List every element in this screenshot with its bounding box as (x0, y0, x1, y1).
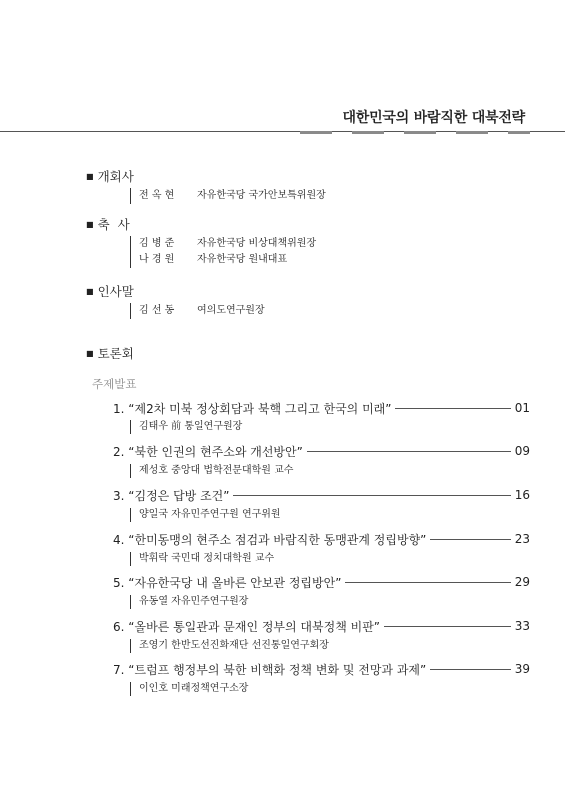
toc-leader-line (384, 626, 511, 627)
toc-item-title: 6. “올바른 통일관과 문재인 정부의 대북정책 비판” (113, 619, 381, 634)
toc-item-title: 5. “자유한국당 내 올바른 안보관 정립방안” (113, 575, 342, 590)
toc-item-presenter: 유동열 자유민주연구원장 (130, 595, 248, 609)
toc-item-title: 3. “김정은 답방 조건” (113, 488, 230, 503)
toc-item-presenter: 박휘락 국민대 정치대학원 교수 (130, 552, 274, 566)
toc-item[interactable] (113, 573, 530, 591)
opening-speaker (130, 188, 326, 204)
square-bullet-icon: ■ (86, 287, 94, 296)
toc-item[interactable] (113, 617, 530, 635)
header-accent-bars (0, 131, 565, 134)
section-opening: ■ 개회사 (86, 169, 134, 184)
toc-item-presenter: 조영기 한반도선진화재단 선진통일연구회장 (130, 639, 329, 653)
section-congrats: ■ 축 사 (86, 217, 130, 232)
person-role: 자유한국당 국가안보특위원장 (197, 190, 326, 201)
person-role: 자유한국당 비상대책위원장 (197, 238, 317, 249)
topics-subhead: 주제발표 (92, 377, 137, 391)
congrats-speakers (130, 236, 316, 268)
section-debate: ■ 토론회 (86, 346, 134, 361)
person-name: 전 옥 현 (139, 190, 175, 201)
person-name: 김 선 동 (139, 305, 175, 316)
toc-leader-line (345, 582, 510, 583)
toc-leader-line (233, 495, 510, 496)
square-bullet-icon: ■ (86, 172, 94, 181)
toc-item-page: 16 (514, 488, 530, 502)
toc-item-presenter: 김태우 前 통일연구원장 (130, 420, 242, 434)
toc-item-page: 01 (514, 401, 530, 415)
square-bullet-icon: ■ (86, 220, 94, 229)
toc-item-title: 7. “트럼프 행정부의 북한 비핵화 정책 변화 및 전망과 과제” (113, 662, 427, 677)
person-role: 여의도연구원장 (197, 305, 265, 316)
toc-item[interactable] (113, 486, 530, 504)
square-bullet-icon: ■ (86, 349, 94, 358)
toc-item-page: 23 (514, 532, 530, 546)
toc-item[interactable] (113, 660, 530, 678)
toc-item-page: 33 (514, 619, 530, 633)
toc-item[interactable] (113, 442, 530, 460)
toc-item-presenter: 이인호 미래정책연구소장 (130, 682, 248, 696)
person-role: 자유한국당 원내대표 (197, 254, 288, 265)
toc-leader-line (395, 408, 510, 409)
toc-item-presenter: 양일국 자유민주연구원 연구위원 (130, 508, 281, 522)
person-name: 나 경 원 (139, 254, 175, 265)
toc-item-page: 09 (514, 444, 530, 458)
toc-item-title: 2. “북한 인권의 현주소와 개선방안” (113, 444, 303, 459)
toc-item-page: 29 (514, 575, 530, 589)
toc-leader-line (430, 669, 510, 670)
toc-item-page: 39 (514, 662, 530, 676)
toc-item[interactable] (113, 399, 530, 417)
page-header-title: 대한민국의 바람직한 대북전략 (342, 110, 525, 126)
toc-item-title: 1. “제2차 미북 정상회담과 북핵 그리고 한국의 미래” (113, 401, 392, 416)
section-greeting: ■ 인사말 (86, 284, 134, 299)
toc-item[interactable] (113, 530, 530, 548)
toc-leader-line (430, 539, 510, 540)
toc-item-title: 4. “한미동맹의 현주소 점검과 바람직한 동맹관계 정립방향” (113, 532, 427, 547)
toc-item-presenter: 제성호 중앙대 법학전문대학원 교수 (130, 464, 293, 478)
greeting-speaker (130, 303, 265, 319)
person-name: 김 병 준 (139, 238, 175, 249)
toc-leader-line (307, 451, 511, 452)
